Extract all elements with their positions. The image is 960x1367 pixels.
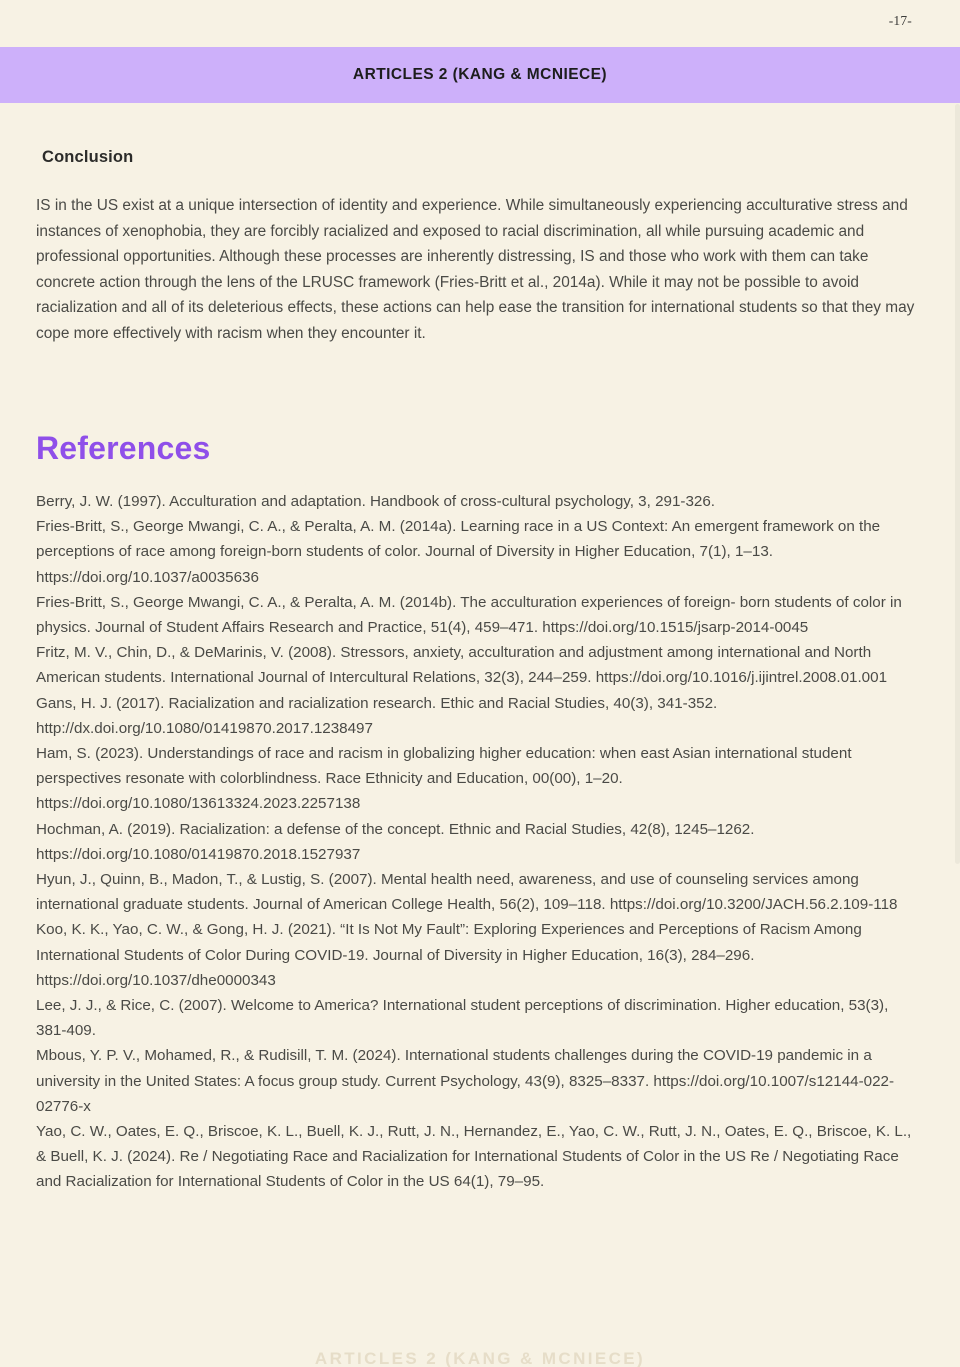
reference-entry: Fries-Britt, S., George Mwangi, C. A., & Peralta, A. M. (2014a). Learning race in a US Context: An emergent framework on the perceptions of race among foreign-born students of color. Journal of Diversity in Higher Education, 7(1), 1–13. https://doi.org/10.1037/a0035636 [36, 518, 881, 586]
running-header-title: ARTICLES 2 (KANG & MCNIECE) [352, 66, 608, 83]
conclusion-heading: Conclusion [42, 148, 134, 166]
reference-entry: Fritz, M. V., Chin, D., & DeMarinis, V. (2008). Stressors, anxiety, acculturation and adjustment among international and North American students. International Journal of Intercultural Relations, 32(3), 244–259. https://doi.org/10.1016/j.ijintrel.2008.01.001 [36, 644, 888, 687]
reference-entry: Berry, J. W. (1997). Acculturation and adaptation. Handbook of cross-cultural psychology, 3, 291-326. [36, 493, 716, 510]
reference-entry: Ham, S. (2023). Understandings of race and racism in globalizing higher education: when east Asian international student perspectives resonate with colorblindness. Race Ethnicity and Education, 00(00), 1–20. https://doi.org/10.1080/13613324.2023.2257138 [36, 745, 852, 813]
page-scrollbar-thumb[interactable] [955, 104, 960, 864]
footer-cut-off-text: ARTICLES 2 (KANG & MCNIECE) [314, 1349, 646, 1367]
reference-entry: Mbous, Y. P. V., Mohamed, R., & Rudisill, T. M. (2024). International students challenges during the COVID-19 pandemic in a university in the United States: A focus group study. Current Psychology, 43(9), 8325–8337. https://doi.org/10.1007/s12144-022-02776-x [36, 1047, 895, 1115]
references-heading: References [36, 430, 211, 466]
document-content [0, 148, 960, 1195]
reference-entry: Fries-Britt, S., George Mwangi, C. A., & Peralta, A. M. (2014b). The acculturation experiences of foreign- born students of color in physics. Journal of Student Affairs Research and Practice, 51(4), 459–471. https://doi.org/10.1515/jsarp-2014-0045 [36, 593, 902, 637]
page-number: -17- [888, 13, 912, 28]
reference-list [36, 489, 920, 1195]
reference-entry: Yao, C. W., Oates, E. Q., Briscoe, K. L., Buell, K. J., Rutt, J. N., Hernandez, E., Yao, C. W., Rutt, J. N., Oates, E. Q., Briscoe, K. L., & Buell, K. J. (2024). Re / Negotiating Race and Racialization for International Students of Color in the US Re / Negotiating Race and Racialization for International Students of Color in the US 64(1), 79–95. [36, 1123, 912, 1191]
reference-entry: Koo, K. K., Yao, C. W., & Gong, H. J. (2021). “It Is Not My Fault”: Exploring Experiences and Perceptions of Racism Among International Students of Color During COVID-19. Journal of Diversity in Higher Education, 16(3), 284–296. https://doi.org/10.1037/dhe0000343 [36, 921, 862, 989]
reference-entry: Hochman, A. (2019). Racialization: a defense of the concept. Ethnic and Racial Studies, 42(8), 1245–1262. https://doi.org/10.1080/01419870.2018.1527937 [36, 820, 755, 863]
page-number-row [0, 0, 960, 47]
reference-entry: Hyun, J., Quinn, B., Madon, T., & Lustig, S. (2007). Mental health need, awareness, and use of counseling services among international graduate students. Journal of American College Health, 56(2), 109–118. https://doi.org/10.3200/JACH.56.2.109-118 [36, 871, 898, 914]
reference-entry: Lee, J. J., & Rice, C. (2007). Welcome to America? International student perceptions of discrimination. Higher education, 53(3), 381-409. [36, 997, 889, 1040]
page-scrollbar[interactable] [955, 56, 960, 1358]
conclusion-paragraph: IS in the US exist at a unique intersection of identity and experience. While simultaneously experiencing acculturative stress and instances of xenophobia, they are forcibly racialized and exposed to racial discrimination, all while pursuing academic and professional opportunities. Although these processes are inherently distressing, IS and those who work with them can take concrete action through the lens of the LRUSC framework (Fries-Britt et al., 2014a). While it may not be possible to avoid racialization and all of its deleterious effects, these actions can help ease the transition for international students so that they may cope more effectively with racism when they encounter it. [36, 197, 915, 342]
running-header-band [0, 47, 960, 103]
reference-entry: Gans, H. J. (2017). Racialization and racialization research. Ethic and Racial Studies, 40(3), 341-352. http://dx.doi.org/10.1080/01419870.2017.1238497 [36, 694, 718, 737]
